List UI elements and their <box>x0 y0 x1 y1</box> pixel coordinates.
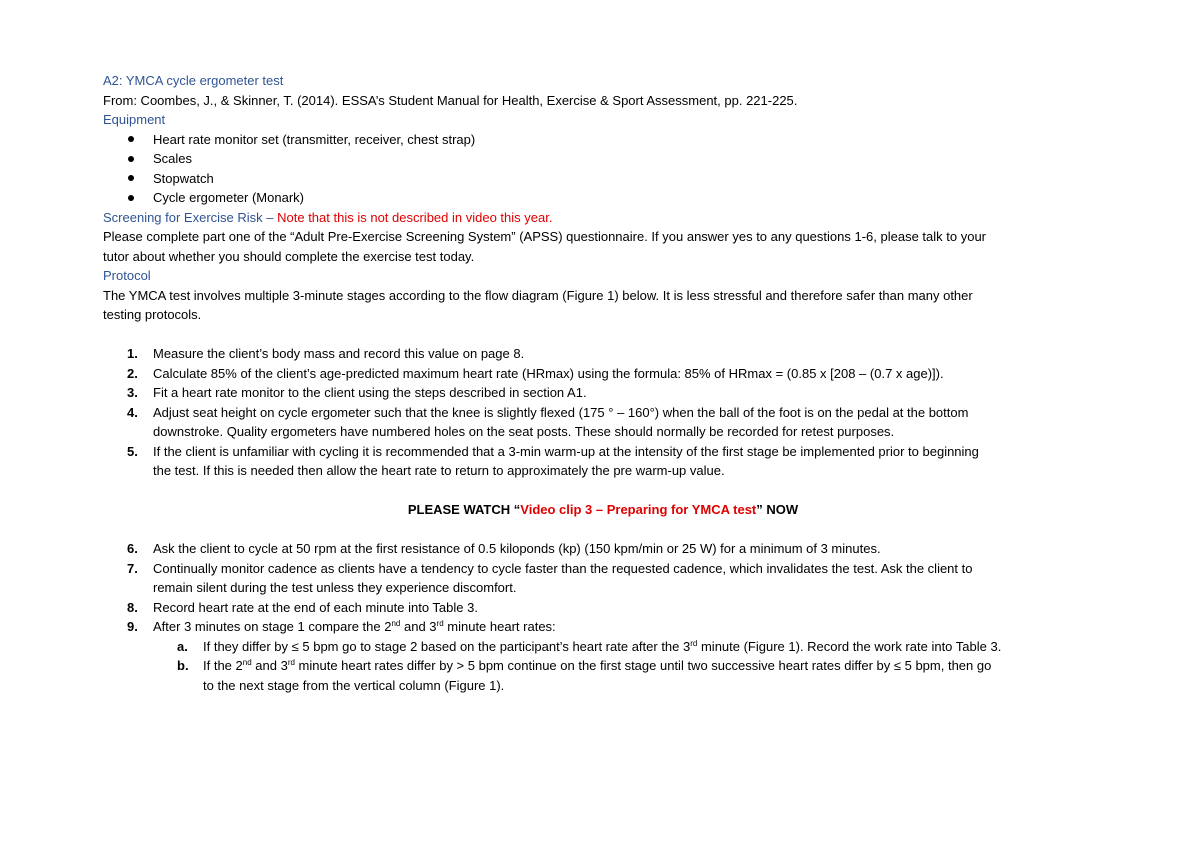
spacer <box>103 325 1103 345</box>
equipment-item: Scales <box>103 149 1103 169</box>
substep-item <box>153 656 1103 695</box>
screening-note: Note that this is not described in video this year. <box>277 209 553 225</box>
substep-a-text: If they differ by ≤ 5 bpm go to stage 2 based on the participant’s heart rate after the 3 <box>203 638 691 654</box>
step-item <box>103 442 1103 481</box>
protocol-text-line: testing protocols. <box>103 307 202 322</box>
step-text: Calculate 85% of the client’s age-predicted maximum heart rate (HRmax) using the formula: 85% of HRmax = (0.85 x [208 – (0.7 x age)]). <box>153 365 944 381</box>
substep-letter: a. <box>177 638 188 654</box>
spacer <box>103 520 1103 540</box>
equipment-heading: Equipment <box>103 112 166 127</box>
source-citation: From: Coombes, J., & Skinner, T. (2014). ESSA’s Student Manual for Health, Exercise & Sport Assessment, pp. 221-225. <box>103 92 798 108</box>
video-clip-title: Video clip 3 – Preparing for YMCA test <box>520 502 757 517</box>
watch-prefix: PLEASE WATCH “ <box>407 502 521 517</box>
step-text: remain silent during the test unless they experience discomfort. <box>153 580 517 595</box>
protocol-steps-part1 <box>103 344 1103 481</box>
step-text: Adjust seat height on cycle ergometer such that the knee is slightly flexed (175 ° – 160°) when the ball of the foot is on the pedal at the bottom <box>153 404 969 420</box>
equipment-item: Heart rate monitor set (transmitter, receiver, chest strap) <box>103 130 1103 150</box>
step-text <box>153 617 1103 637</box>
step-number: 8. <box>127 599 138 615</box>
step9-text-b: and 3 <box>400 619 437 634</box>
step-item <box>103 539 1103 559</box>
step-text: Record heart rate at the end of each minute into Table 3. <box>153 599 478 615</box>
equipment-list <box>103 130 1103 208</box>
substep-text <box>203 637 1103 657</box>
document-content <box>103 71 1103 695</box>
step-number: 2. <box>127 365 138 381</box>
step-number: 5. <box>127 443 138 459</box>
step9-text-c: minute heart rates: <box>443 619 556 634</box>
section-title: A2: YMCA cycle ergometer test <box>103 73 284 88</box>
step-number: 7. <box>127 560 138 576</box>
substep-item <box>153 637 1103 657</box>
screening-text-line: tutor about whether you should complete the exercise test today. <box>103 248 475 264</box>
step-text: Measure the client’s body mass and record this value on page 8. <box>153 346 525 361</box>
superscript: rd <box>690 638 698 648</box>
step-item <box>103 403 1103 442</box>
protocol-heading: Protocol <box>103 268 151 283</box>
superscript: nd <box>391 619 401 628</box>
step-item <box>103 364 1103 384</box>
screening-text-line: Please complete part one of the “Adult Pre-Exercise Screening System” (APSS) questionnaire. If you answer yes to any questions 1-6, please talk to your <box>103 229 987 244</box>
step-number: 4. <box>127 404 138 420</box>
step9-substeps <box>153 637 1103 696</box>
step-number: 9. <box>127 619 138 634</box>
step-text: downstroke. Quality ergometers have numbered holes on the seat posts. These should normally be recorded for retest purposes. <box>153 424 895 439</box>
equipment-item: Cycle ergometer (Monark) <box>103 188 1103 208</box>
screening-heading: Screening for Exercise Risk – <box>103 209 278 225</box>
spacer <box>103 481 1103 501</box>
step-item <box>103 344 1103 364</box>
substep-b-text-end: minute heart rates differ by > 5 bpm continue on the first stage until two successive heart rates differ by ≤ 5 bpm, then go <box>294 658 992 673</box>
substep-text <box>203 656 1103 676</box>
watch-video-instruction <box>103 500 1103 520</box>
substep-a-text-end: minute (Figure 1). Record the work rate into Table 3. <box>697 638 1002 654</box>
substep-letter: b. <box>177 658 189 673</box>
substep-text: to the next stage from the vertical column (Figure 1). <box>203 677 505 693</box>
step-number: 6. <box>127 541 138 556</box>
step9-text-a: After 3 minutes on stage 1 compare the 2 <box>153 619 392 634</box>
step-item <box>103 383 1103 403</box>
step-text: Ask the client to cycle at 50 rpm at the first resistance of 0.5 kiloponds (kp) (150 kpm/min or 25 W) for a minimum of 3 minutes. <box>153 541 881 556</box>
step-item <box>103 598 1103 618</box>
step-item <box>103 559 1103 598</box>
protocol-steps-part2 <box>103 539 1103 695</box>
substep-b-text-mid: and 3 <box>251 658 288 673</box>
watch-suffix: ” NOW <box>756 502 799 517</box>
superscript: rd <box>436 619 444 628</box>
step-text: Fit a heart rate monitor to the client using the steps described in section A1. <box>153 385 587 400</box>
step-text: Continually monitor cadence as clients have a tendency to cycle faster than the requested cadence, which invalidates the test. Ask the client to <box>153 560 973 576</box>
superscript: rd <box>287 658 295 667</box>
step-text: the test. If this is needed then allow the heart rate to return to approximately the pre warm-up value. <box>153 463 725 478</box>
step-item <box>103 617 1103 695</box>
step-number: 3. <box>127 385 138 400</box>
protocol-text-line: The YMCA test involves multiple 3-minute stages according to the flow diagram (Figure 1) below. It is less stressful and therefore safer than many other <box>103 287 973 303</box>
screening-heading-line <box>103 208 1103 228</box>
superscript: nd <box>242 658 252 667</box>
step-text: If the client is unfamiliar with cycling it is recommended that a 3-min warm-up at the intensity of the first stage be implemented prior to beginning <box>153 443 979 459</box>
equipment-item: Stopwatch <box>103 169 1103 189</box>
substep-b-text: If the 2 <box>203 658 243 673</box>
step-number: 1. <box>127 346 138 361</box>
